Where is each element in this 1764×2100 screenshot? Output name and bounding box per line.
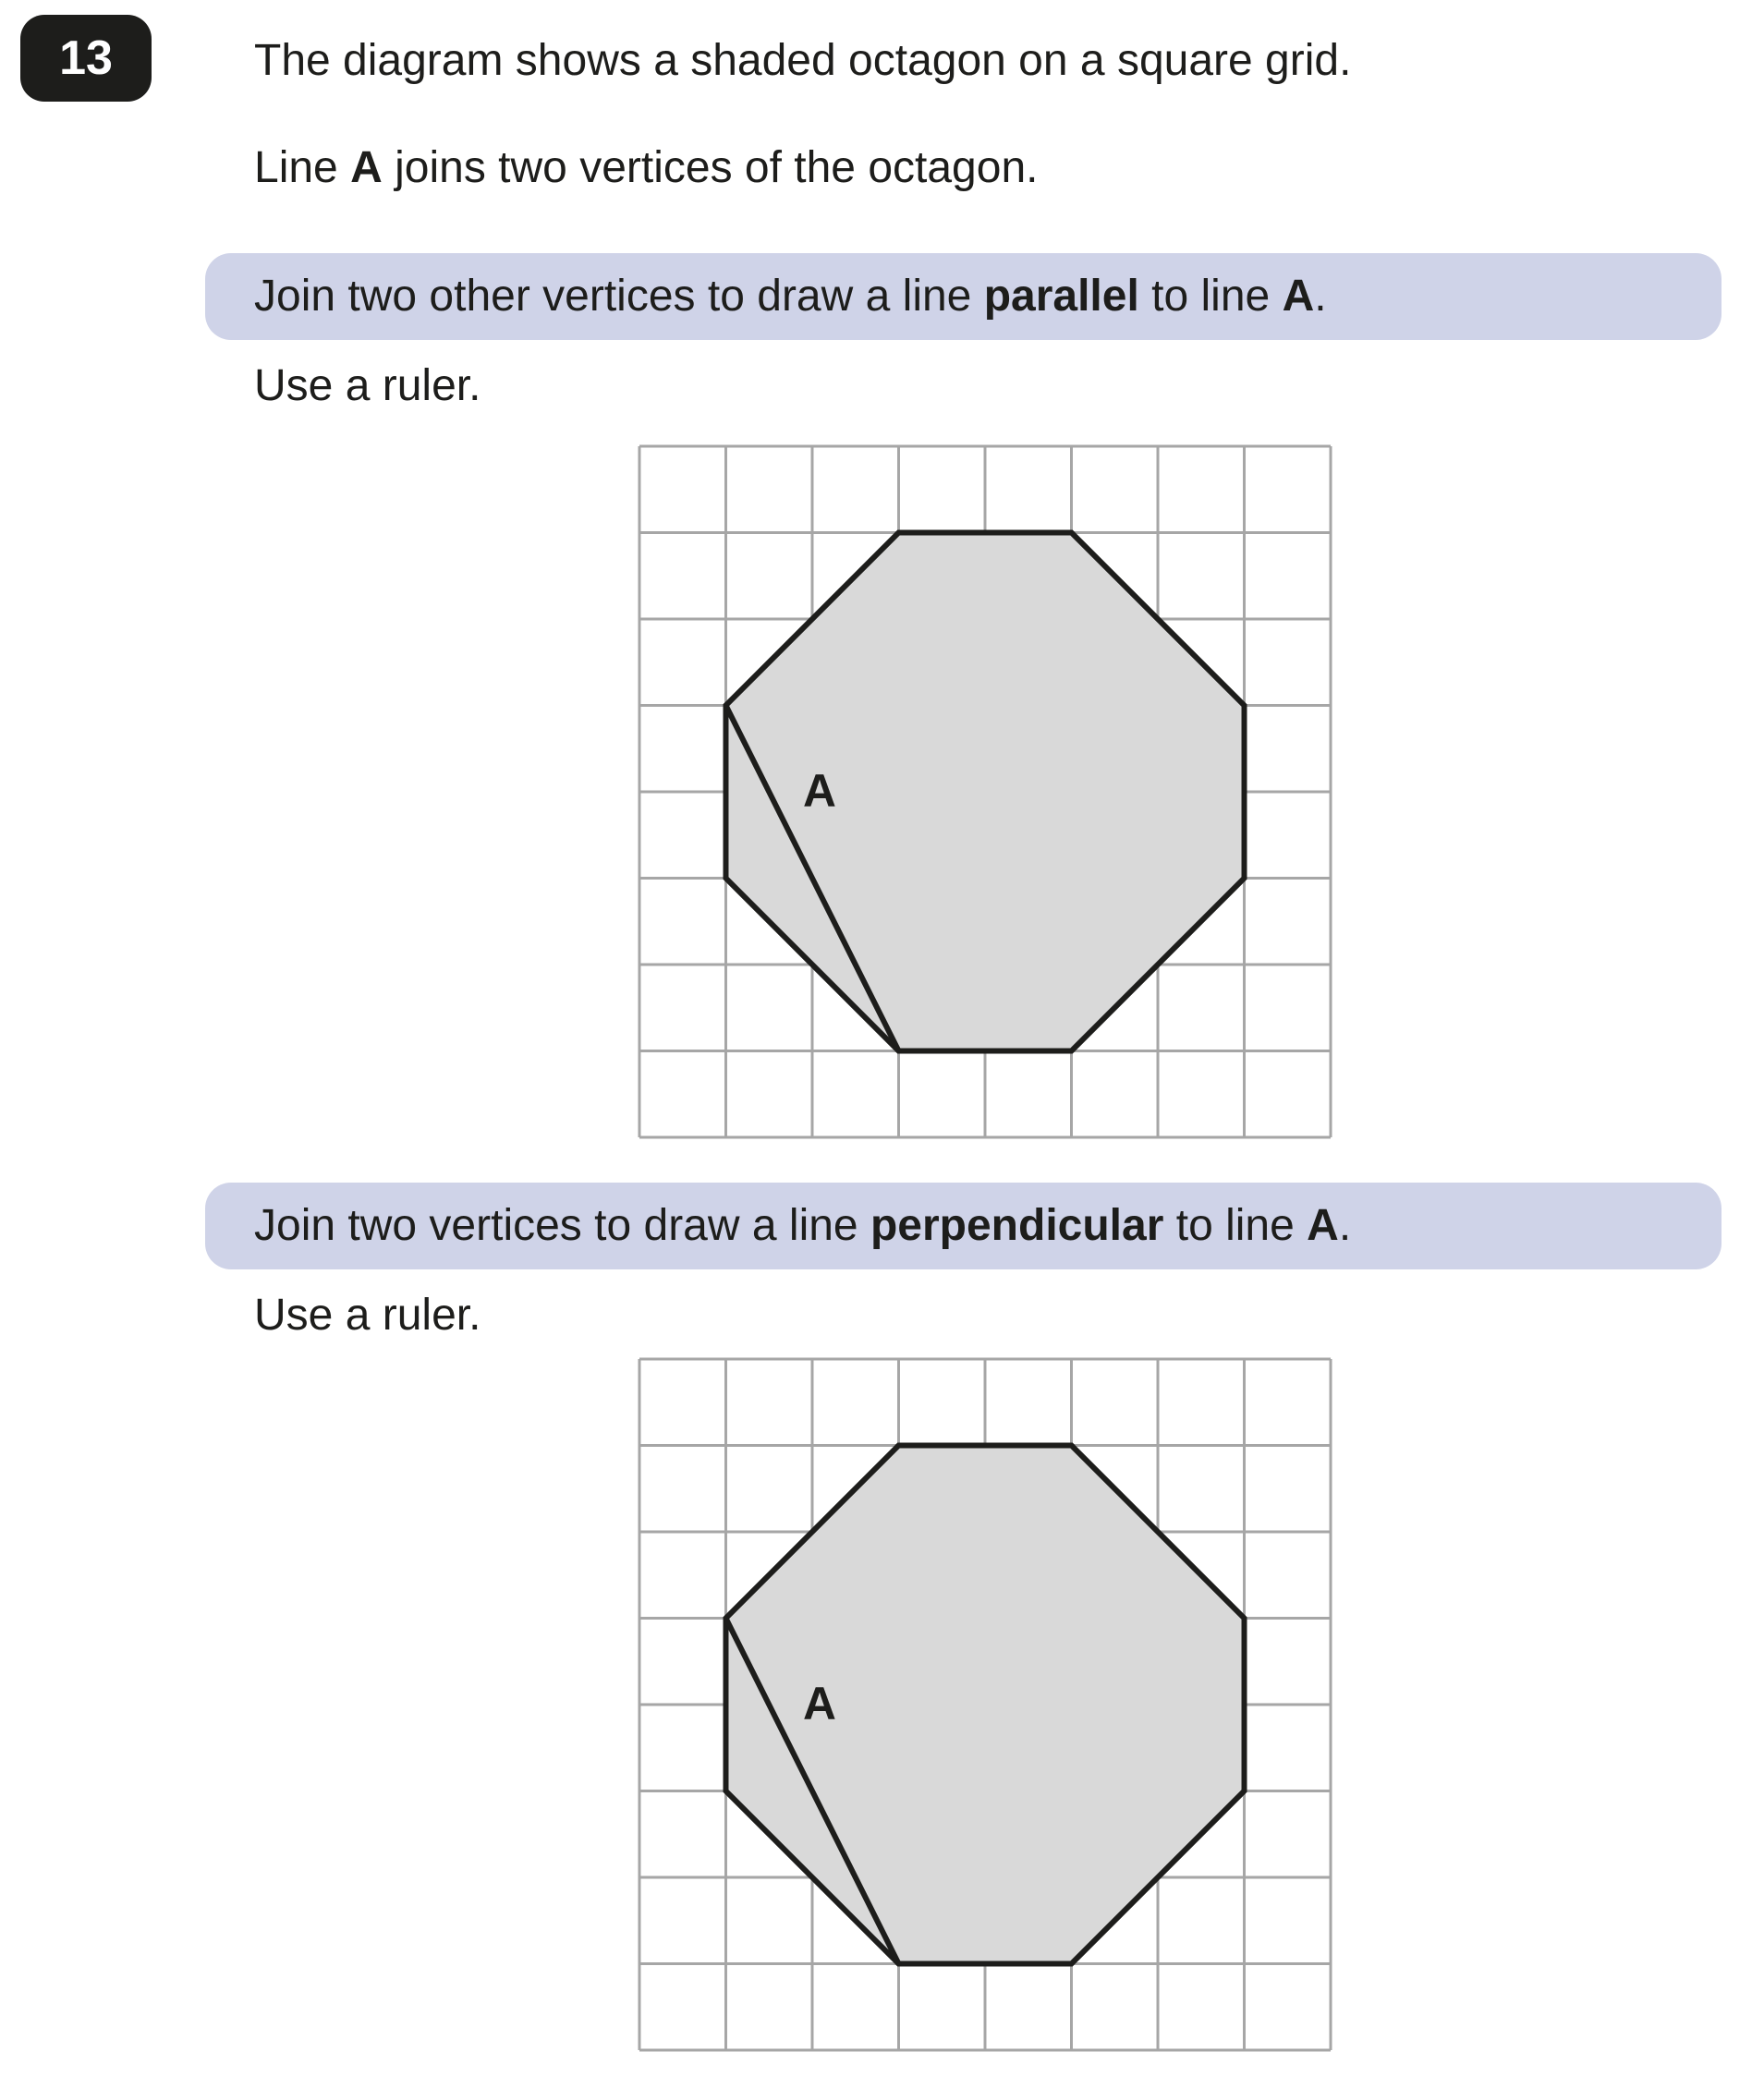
line-a-label: A (802, 1677, 836, 1730)
question-number: 13 (59, 31, 113, 85)
octagon-diagram-1[interactable] (638, 444, 1332, 1139)
intro-line-2: Line A joins two vertices of the octagon. (254, 143, 1039, 192)
instruction-parallel: Join two other vertices to draw a line parallel to line A. (254, 272, 1327, 321)
line-a-label: A (802, 764, 836, 817)
instruction-band-perpendicular (205, 1183, 1721, 1269)
intro-line-1: The diagram shows a shaded octagon on a square grid. (254, 36, 1352, 85)
instruction-perpendicular: Join two vertices to draw a line perpendicular to line A. (254, 1201, 1352, 1250)
question-number-badge (20, 15, 152, 102)
ruler-note-2: Use a ruler. (254, 1291, 481, 1340)
octagon-diagram-2[interactable] (638, 1357, 1332, 2052)
ruler-note-1: Use a ruler. (254, 361, 481, 410)
instruction-band-parallel (205, 253, 1721, 340)
